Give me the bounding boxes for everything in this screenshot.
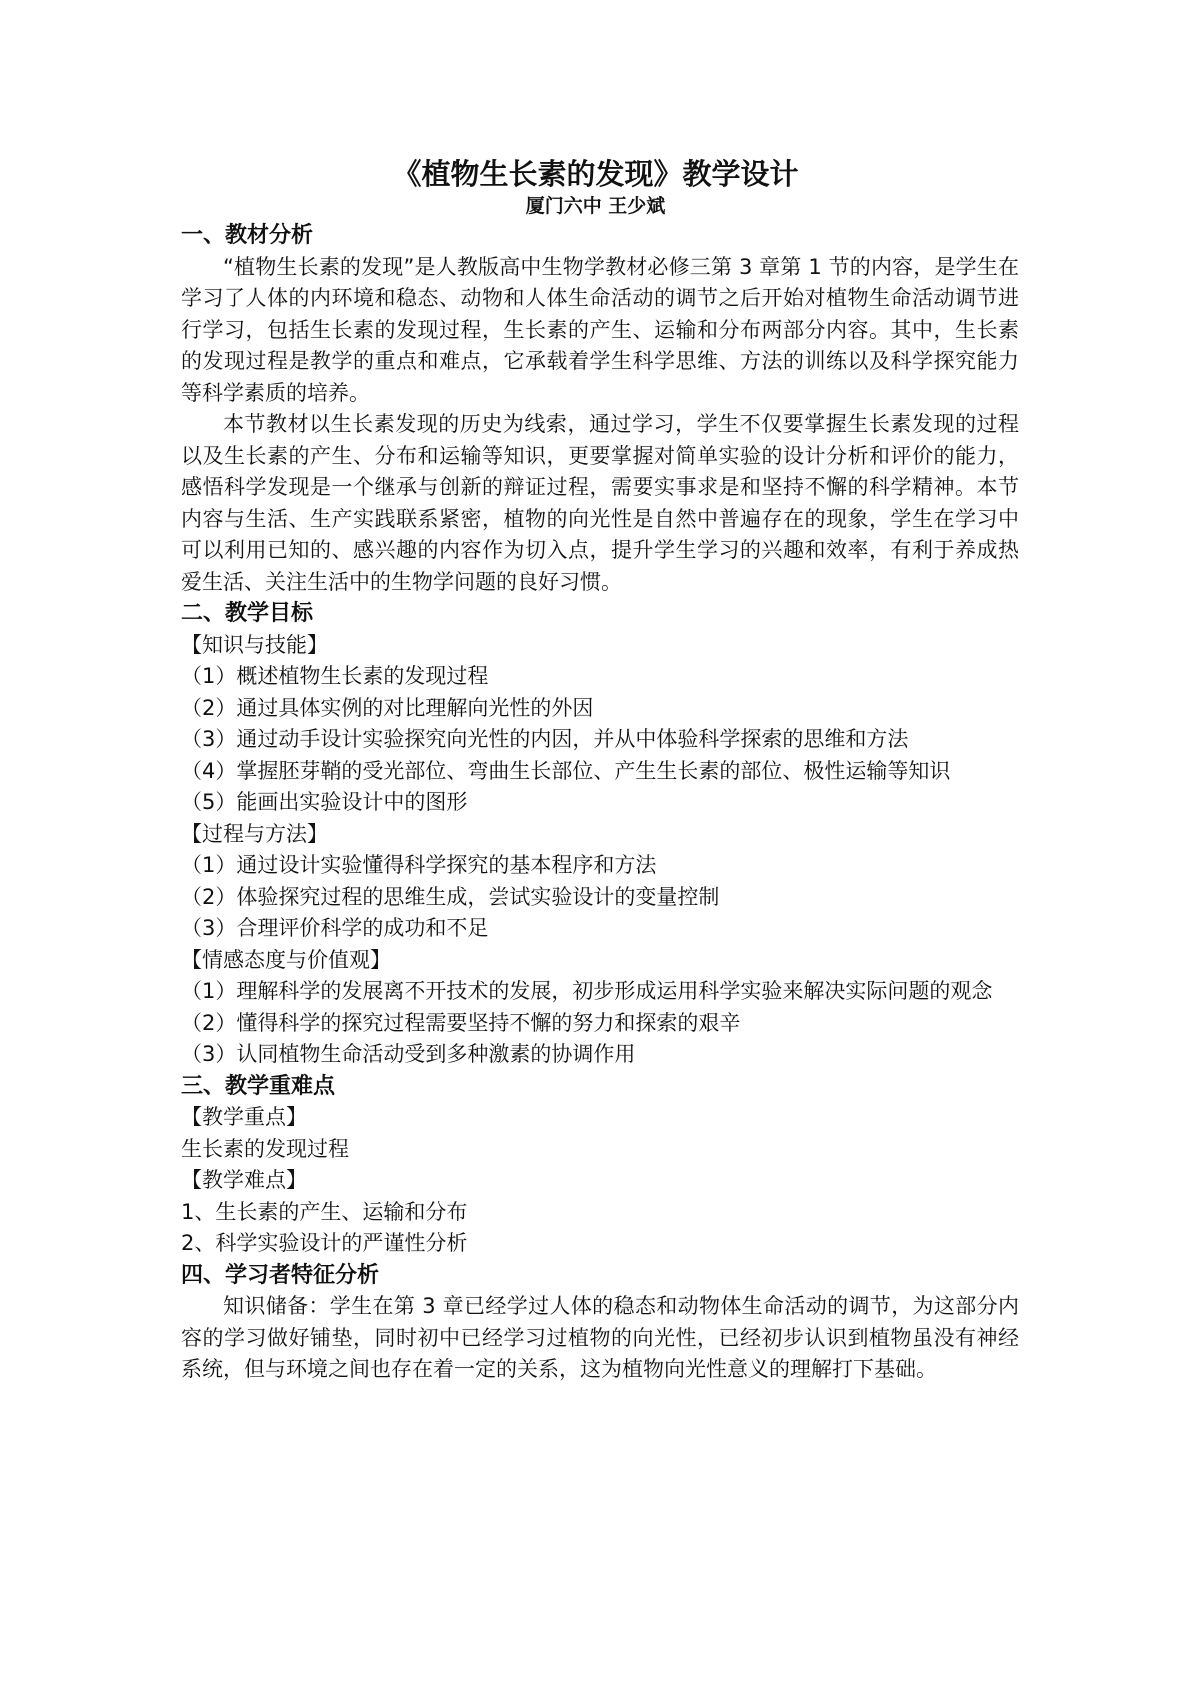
list-item: （2）体验探究过程的思维生成，尝试实验设计的变量控制 (181, 884, 720, 909)
label-key-points: 【教学重点】 (181, 1105, 307, 1129)
list-item: 1、生长素的产生、运输和分布 (181, 1199, 468, 1224)
list-item: （4）掌握胚芽鞘的受光部位、弯曲生长部位、产生生长素的部位、极性运输等知识 (181, 758, 951, 783)
list-item: （1）通过设计实验懂得科学探究的基本程序和方法 (181, 853, 657, 877)
list-item: 生长素的发现过程 (181, 1136, 349, 1161)
list-item: （2）通过具体实例的对比理解向光性的外因 (181, 695, 594, 720)
list-item: （3）合理评价科学的成功和不足 (181, 916, 489, 940)
label-knowledge-skills: 【知识与技能】 (181, 632, 328, 657)
section-heading-4: 四、学习者特征分析 (181, 1262, 380, 1288)
list-item: 2、科学实验设计的严谨性分析 (181, 1231, 468, 1255)
label-difficulties: 【教学难点】 (181, 1168, 307, 1192)
list-item: （3）认同植物生命活动受到多种激素的协调作用 (181, 1042, 636, 1066)
list-item: （1）理解科学的发展离不开技术的发展，初步形成运用科学实验来解决实际问题的观念 (181, 979, 993, 1003)
paragraph-4-1: 知识储备：学生在第 3 章已经学过人体的稳态和动物体生命活动的调节，为这部分内容的学习做好铺垫，同时初中已经学习过植物的向光性，已经初步认识到植物虽没有神经系统，但与环境之间也存在着一定的关系，这为植物向光性意义的理解打下基础。 (181, 1294, 1019, 1381)
document-title: 《植物生长素的发现》教学设计 (392, 157, 799, 191)
section-heading-1: 一、教材分析 (181, 223, 314, 248)
list-item: （1）概述植物生长素的发现过程 (181, 664, 489, 688)
paragraph-1-1: “植物生长素的发现”是人教版高中生物学教材必修三第 3 章第 1 节的内容，是学生在学习了人体的内环境和稳态、动物和人体生命活动的调节之后开始对植物生命活动调节进行学习，包括生长素的发现过程，生长素的产生、运输和分布两部分内容。其中，生长素的发现过程是教学的重点和难点，它承载着学生科学思维、方法的训练以及科学探究能力等科学素质的培养。 (181, 254, 1019, 405)
section-heading-3: 三、教学重难点 (181, 1073, 336, 1099)
label-process-methods: 【过程与方法】 (181, 821, 328, 846)
paragraph-1-2: 本节教材以生长素发现的历史为线索，通过学习，学生不仅要掌握生长素发现的过程以及生长素的产生、分布和运输等知识，更要掌握对简单实验的设计分析和评价的能力，感悟科学发现是一个继承与创新的辩证过程，需要实事求是和坚持不懈的科学精神。本节内容与生活、生产实践联系紧密，植物的向光性是自然中普遍存在的现象，学生在学习中可以利用已知的、感兴趣的内容作为切入点，提升学生学习的兴趣和效率，有利于养成热爱生活、关注生活中的生物学问题的良好习惯。 (181, 412, 1019, 594)
list-item: （3）通过动手设计实验探究向光性的内因，并从中体验科学探索的思维和方法 (181, 727, 909, 751)
list-item: （5）能画出实验设计中的图形 (181, 790, 468, 814)
document-body (181, 220, 1019, 1386)
list-item: （2）懂得科学的探究过程需要坚持不懈的努力和探索的艰辛 (181, 1010, 741, 1035)
document-author: 厦门六中 王少斌 (525, 195, 666, 217)
section-heading-2: 二、教学目标 (181, 601, 314, 626)
label-emotion-values: 【情感态度与价值观】 (181, 947, 391, 972)
